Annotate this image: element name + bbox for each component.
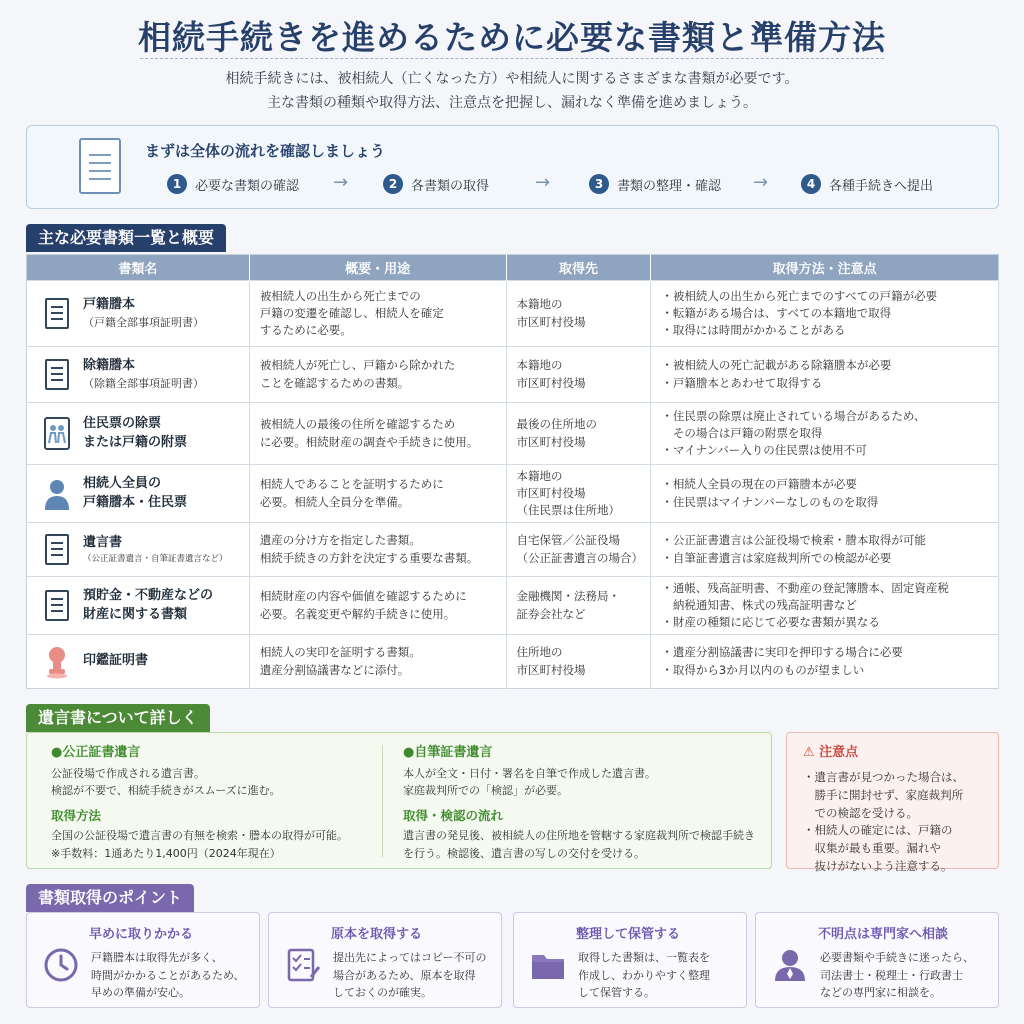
document-name-line2: 戸籍謄本・住民票: [83, 494, 188, 510]
step-number: 1: [167, 174, 187, 194]
documents-table: [26, 254, 999, 689]
folder-icon: [530, 947, 566, 983]
document-name: 相続人全員の: [83, 475, 162, 491]
point-title: 早めに取りかかる: [89, 927, 194, 942]
point-title: 整理して保管する: [576, 927, 681, 942]
flow-step-3: [589, 174, 721, 194]
table-row: 住民票の除票 または戸籍の附票 被相続人の最後の住所を確認するため に必要。相続財産の調査や手続きに使用。 最後の住所地の 市区町村役場 ・住民票の除票は廃止されている場合があるため、 その場合は戸籍の附票を取得 ・マイナンバー入りの住民票は使用不可: [27, 403, 999, 465]
property-document-icon: [43, 589, 71, 623]
will-document-icon: [43, 533, 71, 567]
column-header: 取得方法・注意点: [651, 255, 999, 281]
table-row: 除籍謄本 （除籍全部事項証明書） 被相続人が死亡し、戸籍から除かれた ことを確認するための書類。 本籍地の 市区町村役場 ・被相続人の死亡記載がある除籍謄本が必要 ・戸籍謄本とあわせて取得する: [27, 347, 999, 403]
step-number: 3: [589, 174, 609, 194]
clock-icon: [43, 947, 79, 983]
table-row: 相続人全員の 戸籍謄本・住民票 相続人であることを証明するために 必要。相続人全員分を準備。 本籍地の 市区町村役場 （住民票は住所地） ・相続人全員の現在の戸籍謄本が必要 ・住民票はマイナンバーなしのものを取得: [27, 465, 999, 523]
arrow-right-icon: →: [535, 172, 551, 193]
column-divider: [382, 745, 383, 857]
document-icon: [43, 297, 71, 331]
step-number: 4: [801, 174, 821, 194]
intro-line-1: 相続手続きには、被相続人（亡くなった方）や相続人に関するさまざまな書類が必要です。: [225, 71, 799, 87]
document-name: 預貯金・不動産などの: [83, 587, 214, 603]
points-heading: 書類取得のポイント: [26, 884, 194, 912]
arrow-right-icon: →: [333, 172, 349, 193]
step-label: 必要な書類の確認: [195, 178, 300, 194]
document-name: 住民票の除票: [83, 415, 162, 431]
document-subname: （戸籍全部事項証明書）: [83, 315, 204, 329]
document-name: 除籍謄本: [83, 357, 136, 373]
caution-title: ⚠ 注意点: [803, 745, 859, 760]
document-subname: （除籍全部事項証明書）: [83, 376, 204, 390]
holographic-method-title: 取得・検認の流れ: [403, 807, 504, 823]
flow-step-1: [167, 174, 299, 194]
point-card: 整理して保管する 取得した書類は、一覧表を 作成し、わかりやすく整理 して保管する。: [513, 912, 747, 1008]
caution-list: ・遺言書が見つかった場合は、 勝手に開封せず、家庭裁判所 での検認を受ける。 ・相続人の確定には、戸籍の 収集が最も重要。漏れや 抜けがないよう注意する。: [803, 770, 964, 874]
person-icon: [43, 477, 71, 511]
column-header: 取得先: [506, 255, 651, 281]
column-header: 書類名: [27, 255, 250, 281]
table-row: 預貯金・不動産などの 財産に関する書類 相続財産の内容や価値を確認するために 必要。名義変更や解約手続きに使用。 金融機関・法務局・ 証券会社など ・通帳、残高証明書、不動産の登記簿謄本、固定資産税 納税通知書、株式の残高証明書など ・財産の種類に応じて必要な書類が異なる: [27, 577, 999, 635]
document-name-line2: 財産に関する書類: [83, 606, 188, 622]
point-card: 原本を取得する 提出先によってはコピー不可の 場合があるため、原本を取得 しておくのが確実。: [268, 912, 502, 1008]
intro-line-2: 主な書類の種類や取得方法、注意点を把握し、漏れなく準備を進めましょう。: [267, 95, 757, 111]
step-number: 2: [383, 174, 403, 194]
table-row: 戸籍謄本 （戸籍全部事項証明書） 被相続人の出生から死亡までの 戸籍の変遷を確認し、相続人を確定 するために必要。 本籍地の 市区町村役場 ・被相続人の出生から死亡までのすべての戸籍が必要 ・転籍がある場合は、すべての本籍地で取得 ・取得には時間がかかることがある: [27, 281, 999, 347]
document-subname: （公正証書遺言・自筆証書遺言など）: [83, 553, 228, 564]
notarial-will-column: ●公正証書遺言 公証役場で作成される遺言書。 検認が不要で、相続手続きがスムーズに進む。 取得方法 全国の公証役場で遺言書の有無を検索・謄本の取得が可能。 ※手数料：1通あたり1,400円（2024年現在）: [51, 743, 371, 862]
point-card: 早めに取りかかる 戸籍謄本は取得先が多く、 時間がかかることがあるため、 早めの準備が安心。: [26, 912, 260, 1008]
flow-panel: [26, 125, 999, 209]
step-label: 各種手続きへ提出: [829, 178, 934, 194]
step-label: 書類の整理・確認: [617, 178, 722, 194]
page-title: 相続手続きを進めるために必要な書類と準備方法: [138, 18, 886, 57]
caution-panel: [786, 732, 999, 874]
holographic-will-title: ●自筆証書遺言: [403, 745, 493, 760]
column-header: 概要・用途: [249, 255, 506, 281]
document-icon: [79, 138, 121, 194]
title-divider: [140, 58, 884, 59]
seal-stamp-icon: [43, 645, 71, 679]
table-header-row: [27, 255, 999, 281]
document-name: 戸籍謄本: [83, 296, 136, 312]
will-heading: 遺言書について詳しく: [26, 704, 210, 732]
holographic-will-column: ●自筆証書遺言 本人が全文・日付・署名を自筆で作成した遺言書。 家庭裁判所での「検認」が必要。 取得・検認の流れ 遺言書の発見後、被相続人の住所地を管轄する家庭裁判所で検認手続き を行う。検認後、遺言書の写しの交付を受ける。: [403, 743, 765, 862]
arrow-right-icon: →: [753, 172, 769, 193]
point-title: 不明点は専門家へ相談: [818, 927, 949, 942]
flow-step-2: [383, 174, 489, 194]
consultant-icon: [772, 947, 808, 983]
document-name: 遺言書: [83, 534, 123, 550]
document-icon: [43, 358, 71, 392]
point-title: 原本を取得する: [331, 927, 423, 942]
table-row: 遺言書 （公正証書遺言・自筆証書遺言など） 遺産の分け方を指定した書類。 相続手続きの方針を決定する重要な書類。 自宅保管／公証役場 （公正証書遺言の場合） ・公正証書遺言は公証役場で検索・謄本取得が可能 ・自筆証書遺言は家庭裁判所での検認が必要: [27, 523, 999, 577]
flow-step-4: [801, 174, 933, 194]
table-row: 印鑑証明書 相続人の実印を証明する書類。 遺産分割協議書などに添付。 住所地の 市区町村役場 ・遺産分割協議書に実印を押印する場合に必要 ・取得から3か月以内のものが望ましい: [27, 635, 999, 689]
step-label: 各書類の取得: [411, 178, 490, 194]
point-card: 不明点は専門家へ相談 必要書類や手続きに迷ったら、 司法書士・税理士・行政書士 などの専門家に相談を。: [755, 912, 999, 1008]
documents-heading: 主な必要書類一覧と概要: [26, 224, 226, 252]
notarial-method-title: 取得方法: [51, 807, 102, 823]
checklist-icon: [285, 947, 321, 983]
notarial-will-title: ●公正証書遺言: [51, 745, 141, 760]
document-name-line2: または戸籍の附票: [83, 434, 188, 450]
will-panel: [26, 732, 772, 869]
flow-title: まずは全体の流れを確認しましょう: [145, 142, 386, 160]
family-document-icon: [43, 417, 71, 451]
document-name: 印鑑証明書: [83, 653, 149, 669]
